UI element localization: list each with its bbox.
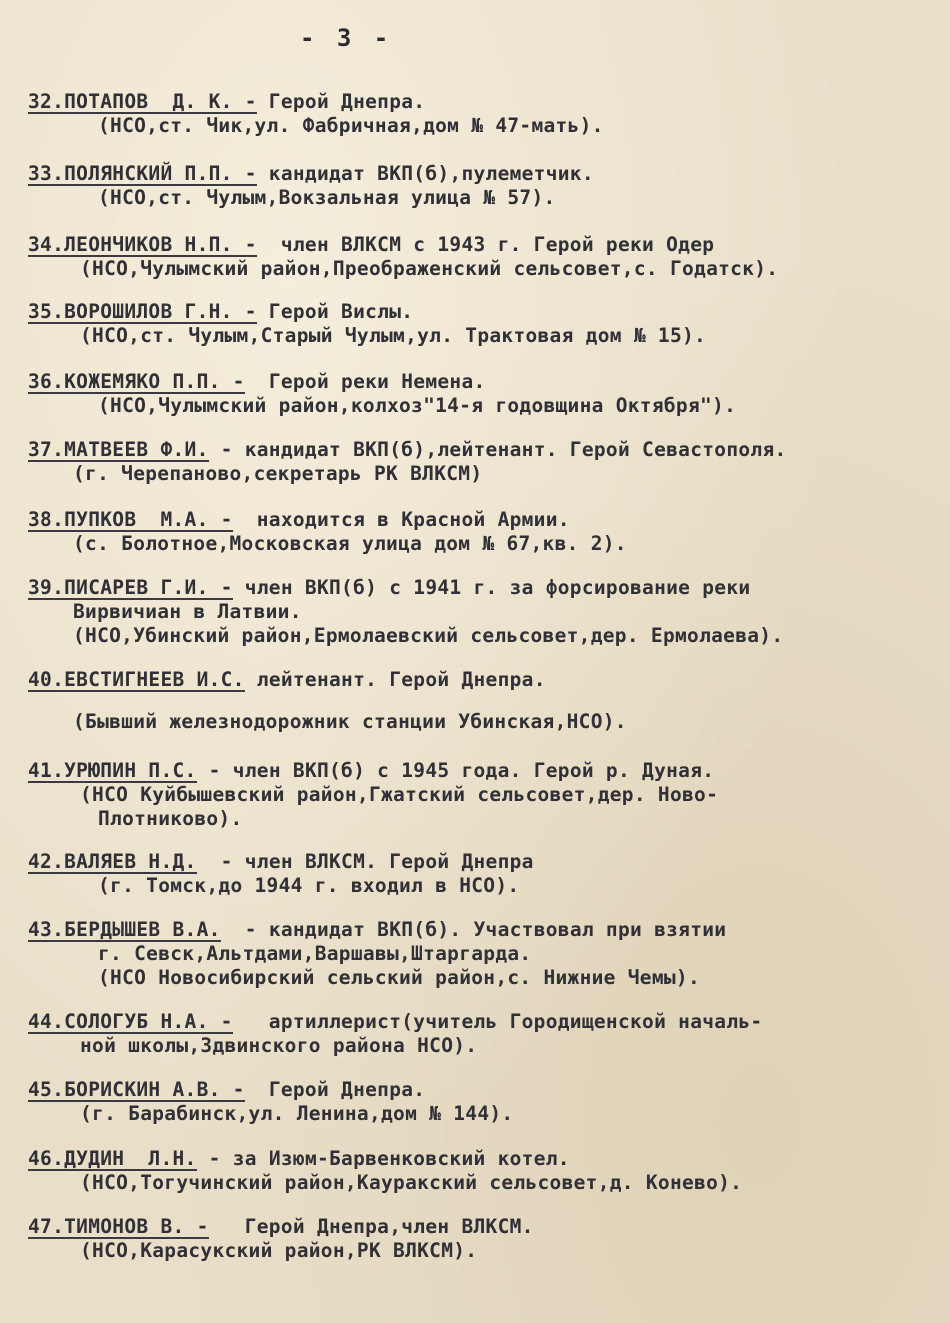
entry-detail: г. Севск,Альтдами,Варшавы,Штаргарда.	[98, 942, 532, 965]
list-item	[28, 1010, 938, 1058]
entry-address: (НСО,ст. Чулым,Вокзальная улица № 57).	[98, 186, 556, 209]
list-item	[28, 918, 938, 990]
entry-heading: 32.ПОТАПОВ Д. К. -	[28, 90, 257, 113]
list-item	[28, 508, 938, 556]
entry-description: находится в Красной Армии.	[232, 508, 570, 531]
entry-description: член ВКП(б) с 1941 г. за форсирование реки	[232, 576, 751, 599]
entry-heading: 42.ВАЛЯЕВ Н.Д.	[28, 850, 197, 873]
entry-address: (НСО,Карасукский район,РК ВЛКСМ).	[80, 1239, 478, 1262]
entry-address: (с. Болотное,Московская улица дом № 67,кв. 2).	[73, 532, 627, 555]
list-item	[28, 668, 938, 734]
entry-address: (НСО Куйбышевский район,Гжатский сельсовет,дер. Ново-	[80, 783, 719, 806]
entry-heading: 43.БЕРДЫШЕВ В.А.	[28, 918, 221, 941]
entry-heading: 46.ДУДИН Л.Н.	[28, 1147, 197, 1170]
entry-description: - кандидат ВКП(б). Участвовал при взятии	[220, 918, 727, 941]
entry-heading: 44.СОЛОГУБ Н.А. -	[28, 1010, 233, 1033]
entry-description: кандидат ВКП(б),пулеметчик.	[256, 162, 594, 185]
entry-address: (г. Черепаново,секретарь РК ВЛКСМ)	[73, 462, 483, 485]
entry-description: - кандидат ВКП(б),лейтенант. Герой Севастополя.	[208, 438, 787, 461]
entry-address: (НСО,Чулымский район,Преображенский сельсовет,с. Годатск).	[80, 257, 779, 280]
list-item	[28, 162, 938, 210]
list-item	[28, 233, 938, 281]
list-item	[28, 1078, 938, 1126]
entry-heading: 45.БОРИСКИН А.В. -	[28, 1078, 245, 1101]
entry-detail: ной школы,Здвинского района НСО).	[80, 1034, 478, 1057]
entry-address: (НСО,Тогучинский район,Кауракский сельсовет,д. Конево).	[80, 1171, 743, 1194]
entry-address: (НСО,Чулымский район,колхоз"14-я годовщина Октября").	[98, 394, 737, 417]
list-item	[28, 370, 938, 418]
entry-address: (НСО,Убинский район,Ермолаевский сельсовет,дер. Ермолаева).	[73, 624, 784, 647]
entry-address: (Бывший железнодорожник станции Убинская,НСО).	[73, 710, 627, 733]
entry-heading: 37.МАТВЕЕВ Ф.И.	[28, 438, 209, 461]
entry-description: - член ВКП(б) с 1945 года. Герой р. Дуная.	[196, 759, 715, 782]
entry-heading: 40.ЕВСТИГНЕЕВ И.С.	[28, 668, 245, 691]
list-item	[28, 576, 938, 648]
list-item	[28, 850, 938, 898]
entry-address: (НСО,ст. Чулым,Старый Чулым,ул. Трактовая дом № 15).	[80, 324, 707, 347]
entry-address-continued: Плотниково).	[98, 807, 243, 830]
entry-description: артиллерист(учитель Городищенской началь-	[232, 1010, 763, 1033]
entry-heading: 34.ЛЕОНЧИКОВ Н.П. -	[28, 233, 257, 256]
entry-address: (г. Томск,до 1944 г. входил в НСО).	[98, 874, 520, 897]
entry-description: - за Изюм-Барвенковский котел.	[196, 1147, 570, 1170]
list-item	[28, 1215, 938, 1263]
list-item	[28, 759, 938, 831]
page-number: - 3 -	[300, 24, 393, 52]
list-item	[28, 300, 938, 348]
entry-heading: 36.КОЖЕМЯКО П.П. -	[28, 370, 245, 393]
entry-description: член ВЛКСМ с 1943 г. Герой реки Одер	[256, 233, 715, 256]
entry-description: Герой Днепра.	[244, 1078, 426, 1101]
entry-description: Герой Днепра.	[256, 90, 426, 113]
entry-description: Герой Днепра,член ВЛКСМ.	[208, 1215, 534, 1238]
entry-heading: 47.ТИМОНОВ В. -	[28, 1215, 209, 1238]
entry-address: (г. Барабинск,ул. Ленина,дом № 144).	[80, 1102, 514, 1125]
list-item	[28, 438, 938, 486]
entry-heading: 35.ВОРОШИЛОВ Г.Н. -	[28, 300, 257, 323]
entry-heading: 39.ПИСАРЕВ Г.И. -	[28, 576, 233, 599]
entry-description: - член ВЛКСМ. Герой Днепра	[196, 850, 534, 873]
entry-address: (НСО Новосибирский сельский район,с. Нижние Чемы).	[98, 966, 700, 989]
entry-description: лейтенант. Герой Днепра.	[244, 668, 546, 691]
entry-heading: 41.УРЮПИН П.С.	[28, 759, 197, 782]
list-item	[28, 90, 938, 138]
entry-address: (НСО,ст. Чик,ул. Фабричная,дом № 47-мать).	[98, 114, 604, 137]
entry-detail: Вирвичиан в Латвии.	[73, 600, 302, 623]
list-item	[28, 1147, 938, 1195]
entry-description: Герой Вислы.	[256, 300, 414, 323]
entry-heading: 38.ПУПКОВ М.А. -	[28, 508, 233, 531]
entry-description: Герой реки Немена.	[244, 370, 486, 393]
entry-heading: 33.ПОЛЯНСКИЙ П.П. -	[28, 162, 257, 185]
